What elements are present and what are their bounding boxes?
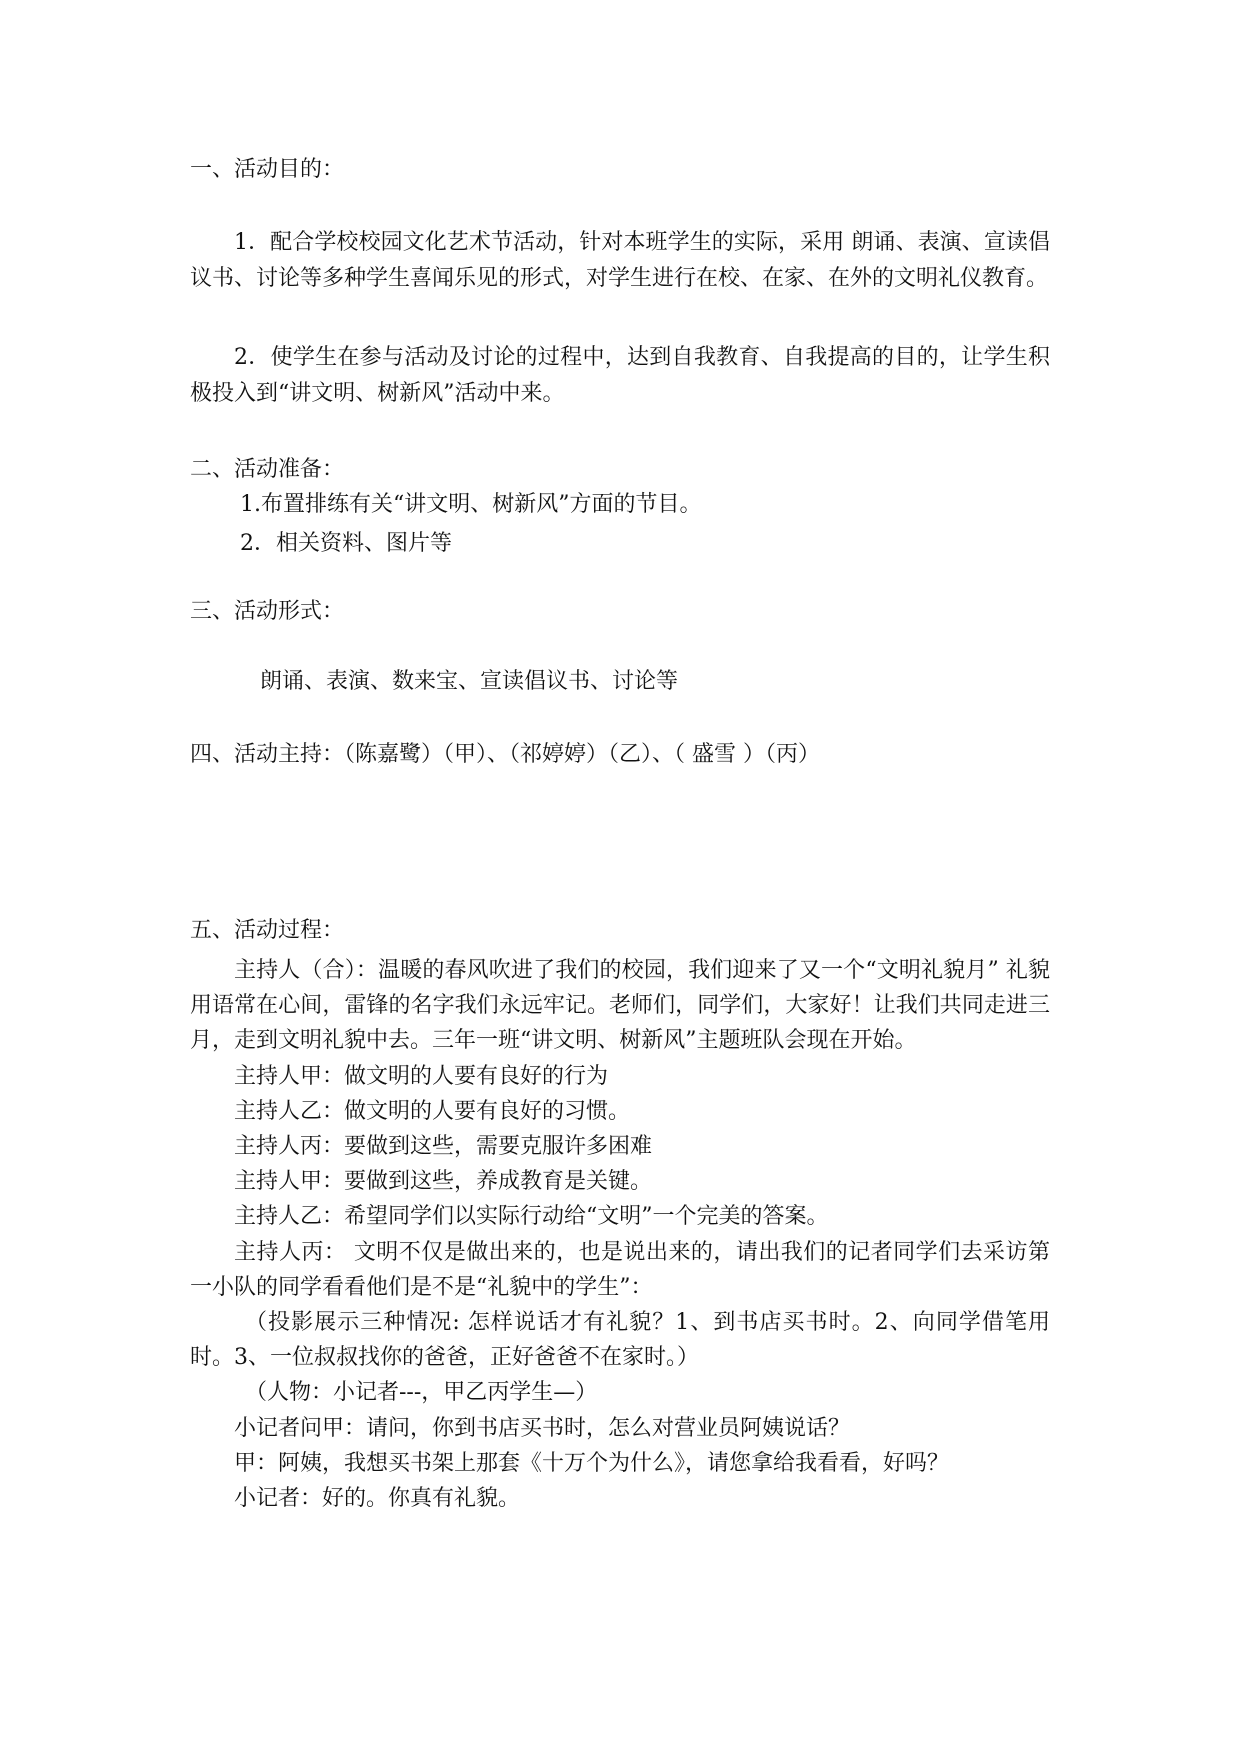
dialogue-line: 小记者问甲：请问，你到书店买书时，怎么对营业员阿姨说话？ xyxy=(234,1415,851,1441)
dialogue-line: 主持人丙：要做到这些，需要克服许多困难 xyxy=(234,1134,653,1160)
process-dialogue xyxy=(190,953,1050,1516)
section-heading-format: 三、活动形式： xyxy=(190,599,345,624)
dialogue-line: 主持人乙：希望同学们以实际行动给“文明”一个完美的答案。 xyxy=(234,1204,829,1230)
purpose-paragraph-2: 2．使学生在参与活动及讨论的过程中，达到自我教育、自我提高的目的，让学生积极投入到“讲文明、树新风”活动中来。 xyxy=(190,345,1050,406)
dialogue-line: 主持人（合）：温暖的春风吹进了我们的校园，我们迎来了又一个“文明礼貌月” 礼貌用语常在心间，雷锋的名字我们永远牢记。老师们，同学们，大家好！让我们共同走进三月，走到文明礼貌中去。三年一班“讲文明、树新风”主题班队会现在开始。 xyxy=(190,958,1050,1054)
dialogue-line: 小记者：好的。你真有礼貌。 xyxy=(234,1486,521,1512)
dialogue-line: （人物：小记者---，甲乙丙学生—） xyxy=(245,1380,598,1406)
preparation-item-1: 1.布置排练有关“讲文明、树新风”方面的节目。 xyxy=(240,492,702,517)
dialogue-line: 主持人乙：做文明的人要有良好的习惯。 xyxy=(234,1098,631,1124)
dialogue-line: 主持人甲：要做到这些，养成教育是关键。 xyxy=(234,1169,653,1195)
dialogue-line: 主持人甲：做文明的人要有良好的行为 xyxy=(234,1063,609,1089)
section-heading-hosts: 四、活动主持：（陈嘉鹭）（甲）、（祁婷婷）（乙）、（ 盛雪 ）（丙） xyxy=(190,742,820,767)
section-heading-process: 五、活动过程： xyxy=(190,918,345,943)
dialogue-line: 主持人丙： 文明不仅是做出来的，也是说出来的，请出我们的记者同学们去采访第一小队的同学看看他们是不是“礼貌中的学生”： xyxy=(190,1239,1050,1300)
preparation-item-2: 2．相关资料、图片等 xyxy=(240,531,452,556)
dialogue-line: （投影展示三种情况: 怎样说话才有礼貌？1、到书店买书时。2、向同学借笔用时。3、一位叔叔找你的爸爸，正好爸爸不在家时。） xyxy=(190,1310,1050,1371)
section-heading-purpose: 一、活动目的： xyxy=(190,157,345,182)
dialogue-line: 甲：阿姨，我想买书架上那套《十万个为什么》，请您拿给我看看，好吗？ xyxy=(234,1450,950,1476)
purpose-paragraph-1: 1．配合学校校园文化艺术节活动，针对本班学生的实际，采用 朗诵、表演、宣读倡议书、讨论等多种学生喜闻乐见的形式，对学生进行在校、在家、在外的文明礼仪教育。 xyxy=(190,230,1050,291)
format-content: 朗诵、表演、数来宝、宣读倡议书、讨论等 xyxy=(260,669,679,694)
section-heading-preparation: 二、活动准备： xyxy=(190,457,345,482)
